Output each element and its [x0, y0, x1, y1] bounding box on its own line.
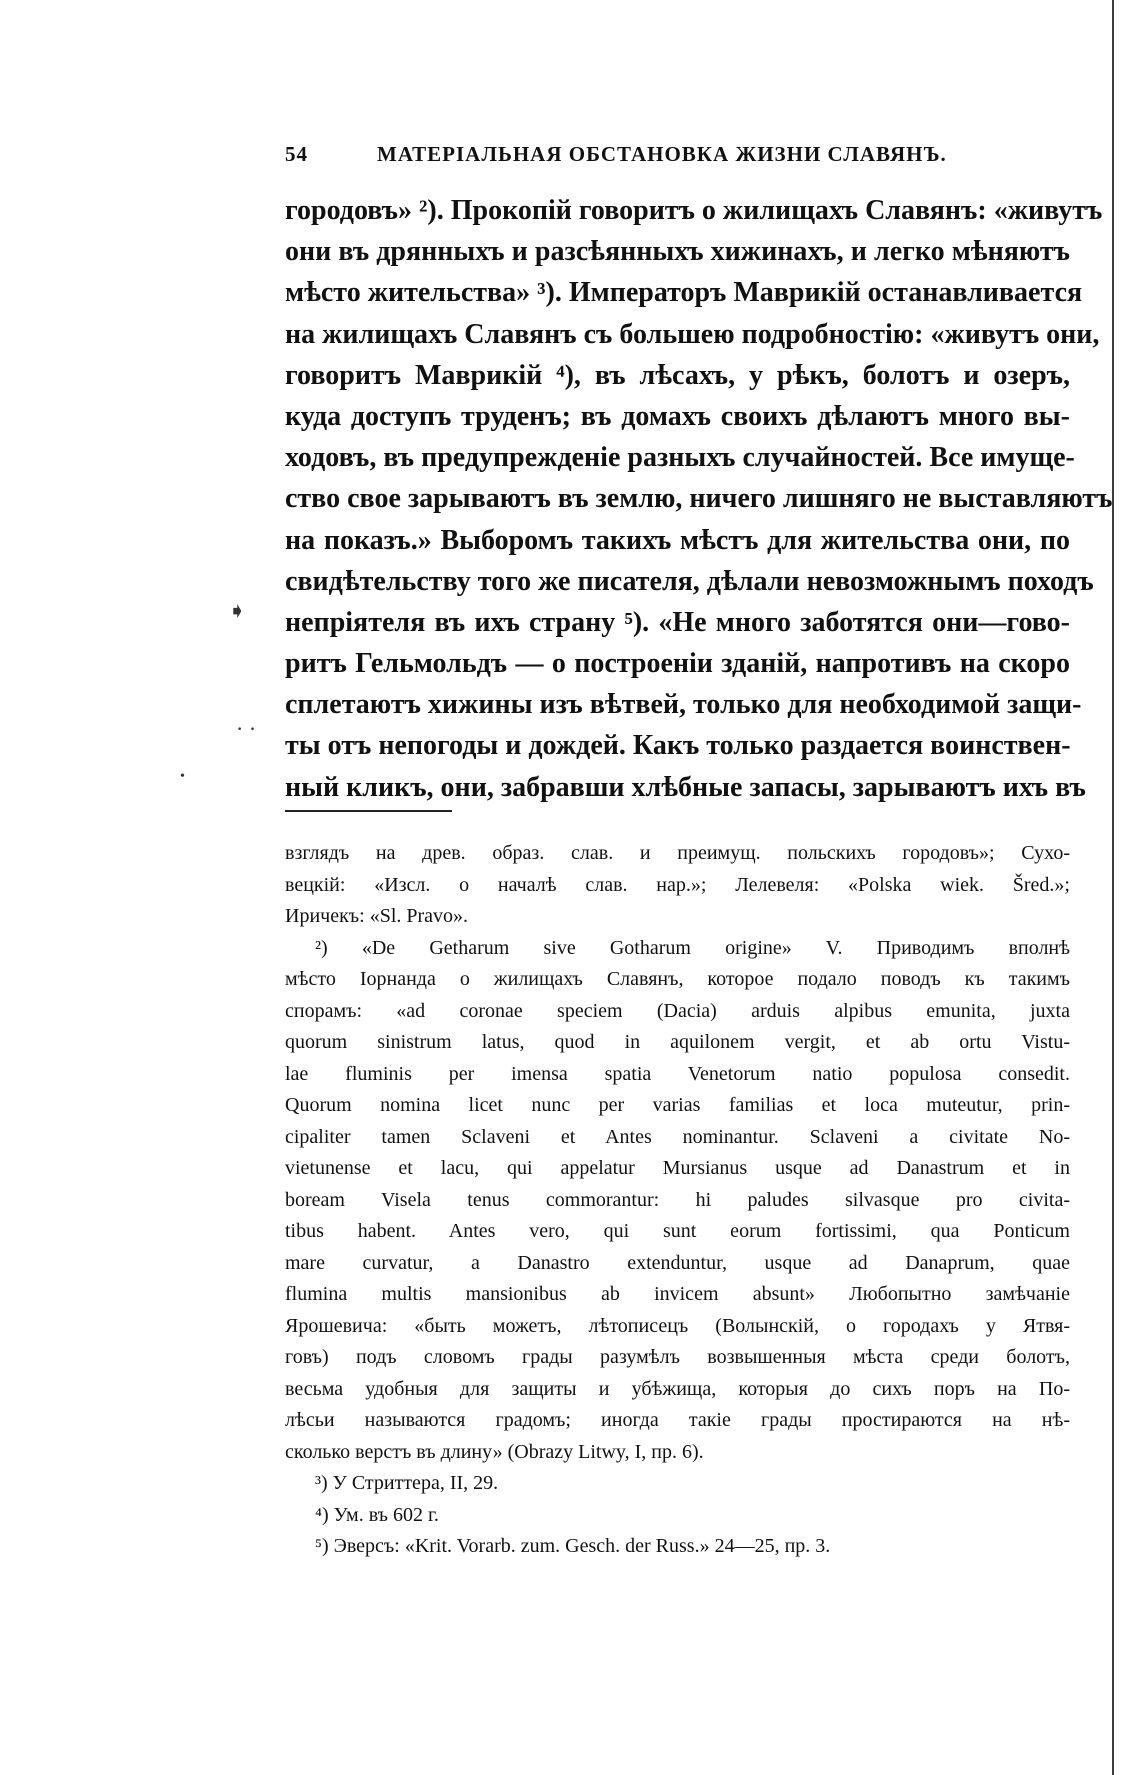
text-line: непріятеля въ ихъ страну ⁵). «Не много заботятся они—гово- — [285, 606, 1070, 638]
text-line: говоритъ Маврикій ⁴), въ лѣсахъ, у рѣкъ, болотъ и озеръ, — [285, 359, 1070, 391]
footnote-line: мѣсто Іорнанда о жилищахъ Славянъ, которое подало поводъ къ такимъ — [285, 968, 1070, 990]
footnote-line: ⁵) Эверсъ: «Krit. Vorarb. zum. Gesch. der Russ.» 24—25, пр. 3. — [315, 1535, 831, 1557]
footnote-line: вецкій: «Изсл. о началѣ слав. нар.»; Лелевеля: «Polska wiek. Šred.»; — [285, 873, 1070, 896]
text-line: городовъ» ²). Прокопій говоритъ о жилищахъ Славянъ: «живутъ — [285, 195, 1103, 226]
footnote-line: взглядъ на древ. образ. слав. и преимущ. польскихъ городовъ»; Сухо- — [285, 842, 1070, 864]
footnote-line: mare curvatur, a Danastro extenduntur, usque ad Danaprum, quae — [285, 1251, 1070, 1274]
footnote-line: ²) «De Getharum sive Gotharum origine» V. Приводимъ вполнѣ — [315, 936, 1070, 959]
margin-dots-icon: · · — [236, 716, 257, 741]
footnote-line: лѣсьи называются градомъ; иногда такіе грады простираются на нѣ- — [285, 1409, 1070, 1431]
margin-dot-icon: • — [180, 769, 185, 784]
footnote-line: говъ) подъ словомъ грады разумѣлъ возвышенныя мѣста среди болотъ, — [285, 1346, 1070, 1368]
text-line: ходовъ, въ предупрежденіе разныхъ случайностей. Все имуще- — [285, 442, 1075, 474]
footnote-line: lae fluminis per imensa spatia Venetorum natio populosa consedit. — [285, 1062, 1070, 1085]
footnote-line: сколько верстъ въ длину» (Obrazy Litwy, I, пр. 6). — [285, 1440, 704, 1463]
footnotes — [285, 838, 1070, 1563]
main-text — [285, 190, 1113, 808]
footnote-line: cipaliter tamen Sclaveni et Antes nominantur. Sclaveni a civitate No- — [285, 1125, 1070, 1148]
footnote-line: Иричекъ: «Sl. Pravo». — [285, 905, 469, 927]
footnote-line: tibus habent. Antes vero, qui sunt eorum fortissimi, qua Ponticum — [285, 1220, 1070, 1242]
text-line: ство свое зарываютъ въ землю, ничего лишняго не выставляютъ — [285, 483, 1113, 515]
page-number: 54 — [285, 142, 308, 166]
footnote-line: Quorum nomina licet nunc per varias familias et loca muteutur, prin- — [285, 1094, 1070, 1116]
footnote-line: vietunense et lacu, qui appelatur Mursianus usque ad Danastrum et in — [285, 1157, 1070, 1179]
page-edge-rule — [1112, 0, 1114, 1775]
text-line: они въ дрянныхъ и разсѣянныхъ хижинахъ, и легко мѣняютъ — [285, 236, 1070, 268]
text-line: на показъ.» Выборомъ такихъ мѣстъ для жительства они, по — [285, 524, 1070, 556]
text-line: куда доступъ труденъ; въ домахъ своихъ дѣлаютъ много вы- — [285, 400, 1070, 432]
footnote-line: flumina multis mansionibus ab invicem absunt» Любопытно замѣчаніе — [285, 1283, 1070, 1305]
footnote-line: quorum sinistrum latus, quod in aquilonem vergit, et ab ortu Vistu- — [285, 1031, 1070, 1053]
running-title: МАТЕРIАЛЬНАЯ ОБСТАНОВКА ЖИЗНИ СЛАВЯНЪ. — [377, 142, 947, 166]
text-line: ный кликъ, они, забравши хлѣбные запасы, зарываютъ ихъ въ — [285, 771, 1086, 803]
footnote-line: спорамъ: «ad coronae speciem (Dacia) arduis alpibus emunita, juxta — [285, 999, 1070, 1022]
footnote-separator — [285, 810, 452, 812]
text-line: ты отъ непогоды и дождей. Какъ только раздается воинствен- — [285, 730, 1071, 762]
footnote-line: boream Visela tenus commorantur: hi paludes silvasque pro civita- — [285, 1188, 1070, 1211]
text-line: ритъ Гельмольдъ — о построеніи зданій, напротивъ на скоро — [285, 648, 1070, 680]
footnote-line: Ярошевича: «быть можетъ, лѣтописецъ (Волынскій, о городахъ у Ятвя- — [285, 1314, 1070, 1337]
footnote-line: ⁴) Ум. въ 602 г. — [315, 1503, 439, 1526]
text-line: свидѣтельству того же писателя, дѣлали невозможнымъ походъ — [285, 565, 1094, 597]
footnote-line: весьма удобныя для защиты и убѣжища, которыя до сихъ поръ на По- — [285, 1377, 1070, 1400]
text-line: мѣсто жительства» ³). Императоръ Маврикій останавливается — [285, 277, 1083, 309]
text-line: на жилищахъ Славянъ съ большею подробностію: «живутъ они, — [285, 318, 1100, 350]
margin-arrow-icon: ➧ — [228, 598, 247, 623]
footnote-line: ³) У Стриттера, II, 29. — [315, 1472, 499, 1494]
running-head — [285, 142, 945, 167]
text-line: сплетаютъ хижины изъ вѣтвей, только для необходимой защи- — [285, 689, 1082, 721]
